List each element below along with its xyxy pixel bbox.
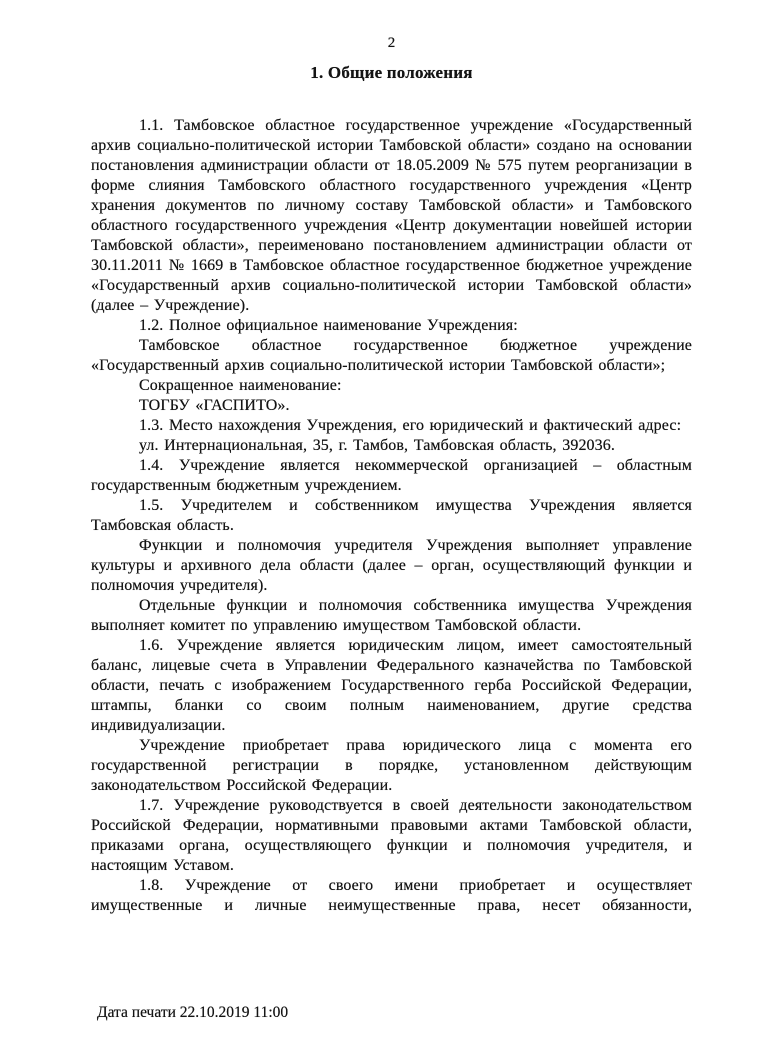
paragraph: Тамбовское областное государственное бюджетное учреждение «Государственный архив социально-политической истории Тамбовской области»; <box>91 337 692 374</box>
paragraph: Учреждение приобретает права юридического лица с момента его государственной регистрации в порядке, установленном действующим законодательством Российской Федерации. <box>91 737 692 794</box>
page-number: 2 <box>387 35 396 51</box>
paragraph: Сокращенное наименование: <box>139 377 342 394</box>
document-body <box>91 116 692 916</box>
paragraph: 1.4. Учреждение является некоммерческой организацией – областным государственным бюджетным учреждением. <box>91 457 692 494</box>
paragraph: 1.2. Полное официальное наименование Учреждения: <box>139 317 518 334</box>
paragraph: ул. Интернациональная, 35, г. Тамбов, Тамбовская область, 392036. <box>139 437 615 454</box>
paragraph: 1.1. Тамбовское областное государственное учреждение «Государственный архив социально-политической истории Тамбовской области» создано на основании постановления администрации области от 18.05.2009 № 575 путем реорганизации в форме слияния Тамбовского областного государственного учреждения «Центр хранения документов по личному составу Тамбовской области» и Тамбовского областного государственного учреждения «Центр документации новейшей истории Тамбовской области», переименовано постановлением администрации области от 30.11.2011 № 1669 в Тамбовское областное государственное бюджетное учреждение «Государственный архив социально-политической истории Тамбовской области» (далее – Учреждение). <box>91 117 692 314</box>
text-column <box>91 34 692 916</box>
paragraph: ТОГБУ «ГАСПИТО». <box>139 397 290 414</box>
paragraph: 1.5. Учредителем и собственником имущества Учреждения является Тамбовская область. <box>91 497 692 534</box>
paragraph: Отдельные функции и полномочия собственника имущества Учреждения выполняет комитет по управлению имуществом Тамбовской области. <box>91 597 692 634</box>
paragraph: 1.6. Учреждение является юридическим лицом, имеет самостоятельный баланс, лицевые счета в Управлении Федерального казначейства по Тамбовской области, печать с изображением Государственного герба Российской Федерации, штампы, бланки со своим полным наименованием, другие средства индивидуализации. <box>91 637 692 734</box>
section-heading: 1. Общие положения <box>310 63 473 82</box>
print-date-footer: Дата печати 22.10.2019 11:00 <box>97 1004 289 1021</box>
paragraph: 1.8. Учреждение от своего имени приобретает и осуществляет имущественные и личные неимущественные права, несет обязанности, <box>91 877 692 914</box>
paragraph: Функции и полномочия учредителя Учреждения выполняет управление культуры и архивного дела области (далее – орган, осуществляющий функции и полномочия учредителя). <box>91 537 692 594</box>
paragraph: 1.3. Место нахождения Учреждения, его юридический и фактический адрес: <box>139 417 682 434</box>
paragraph: 1.7. Учреждение руководствуется в своей деятельности законодательством Российской Федерации, нормативными правовыми актами Тамбовской области, приказами органа, осуществляющего функции и полномочия учредителя, и настоящим Уставом. <box>91 797 692 874</box>
